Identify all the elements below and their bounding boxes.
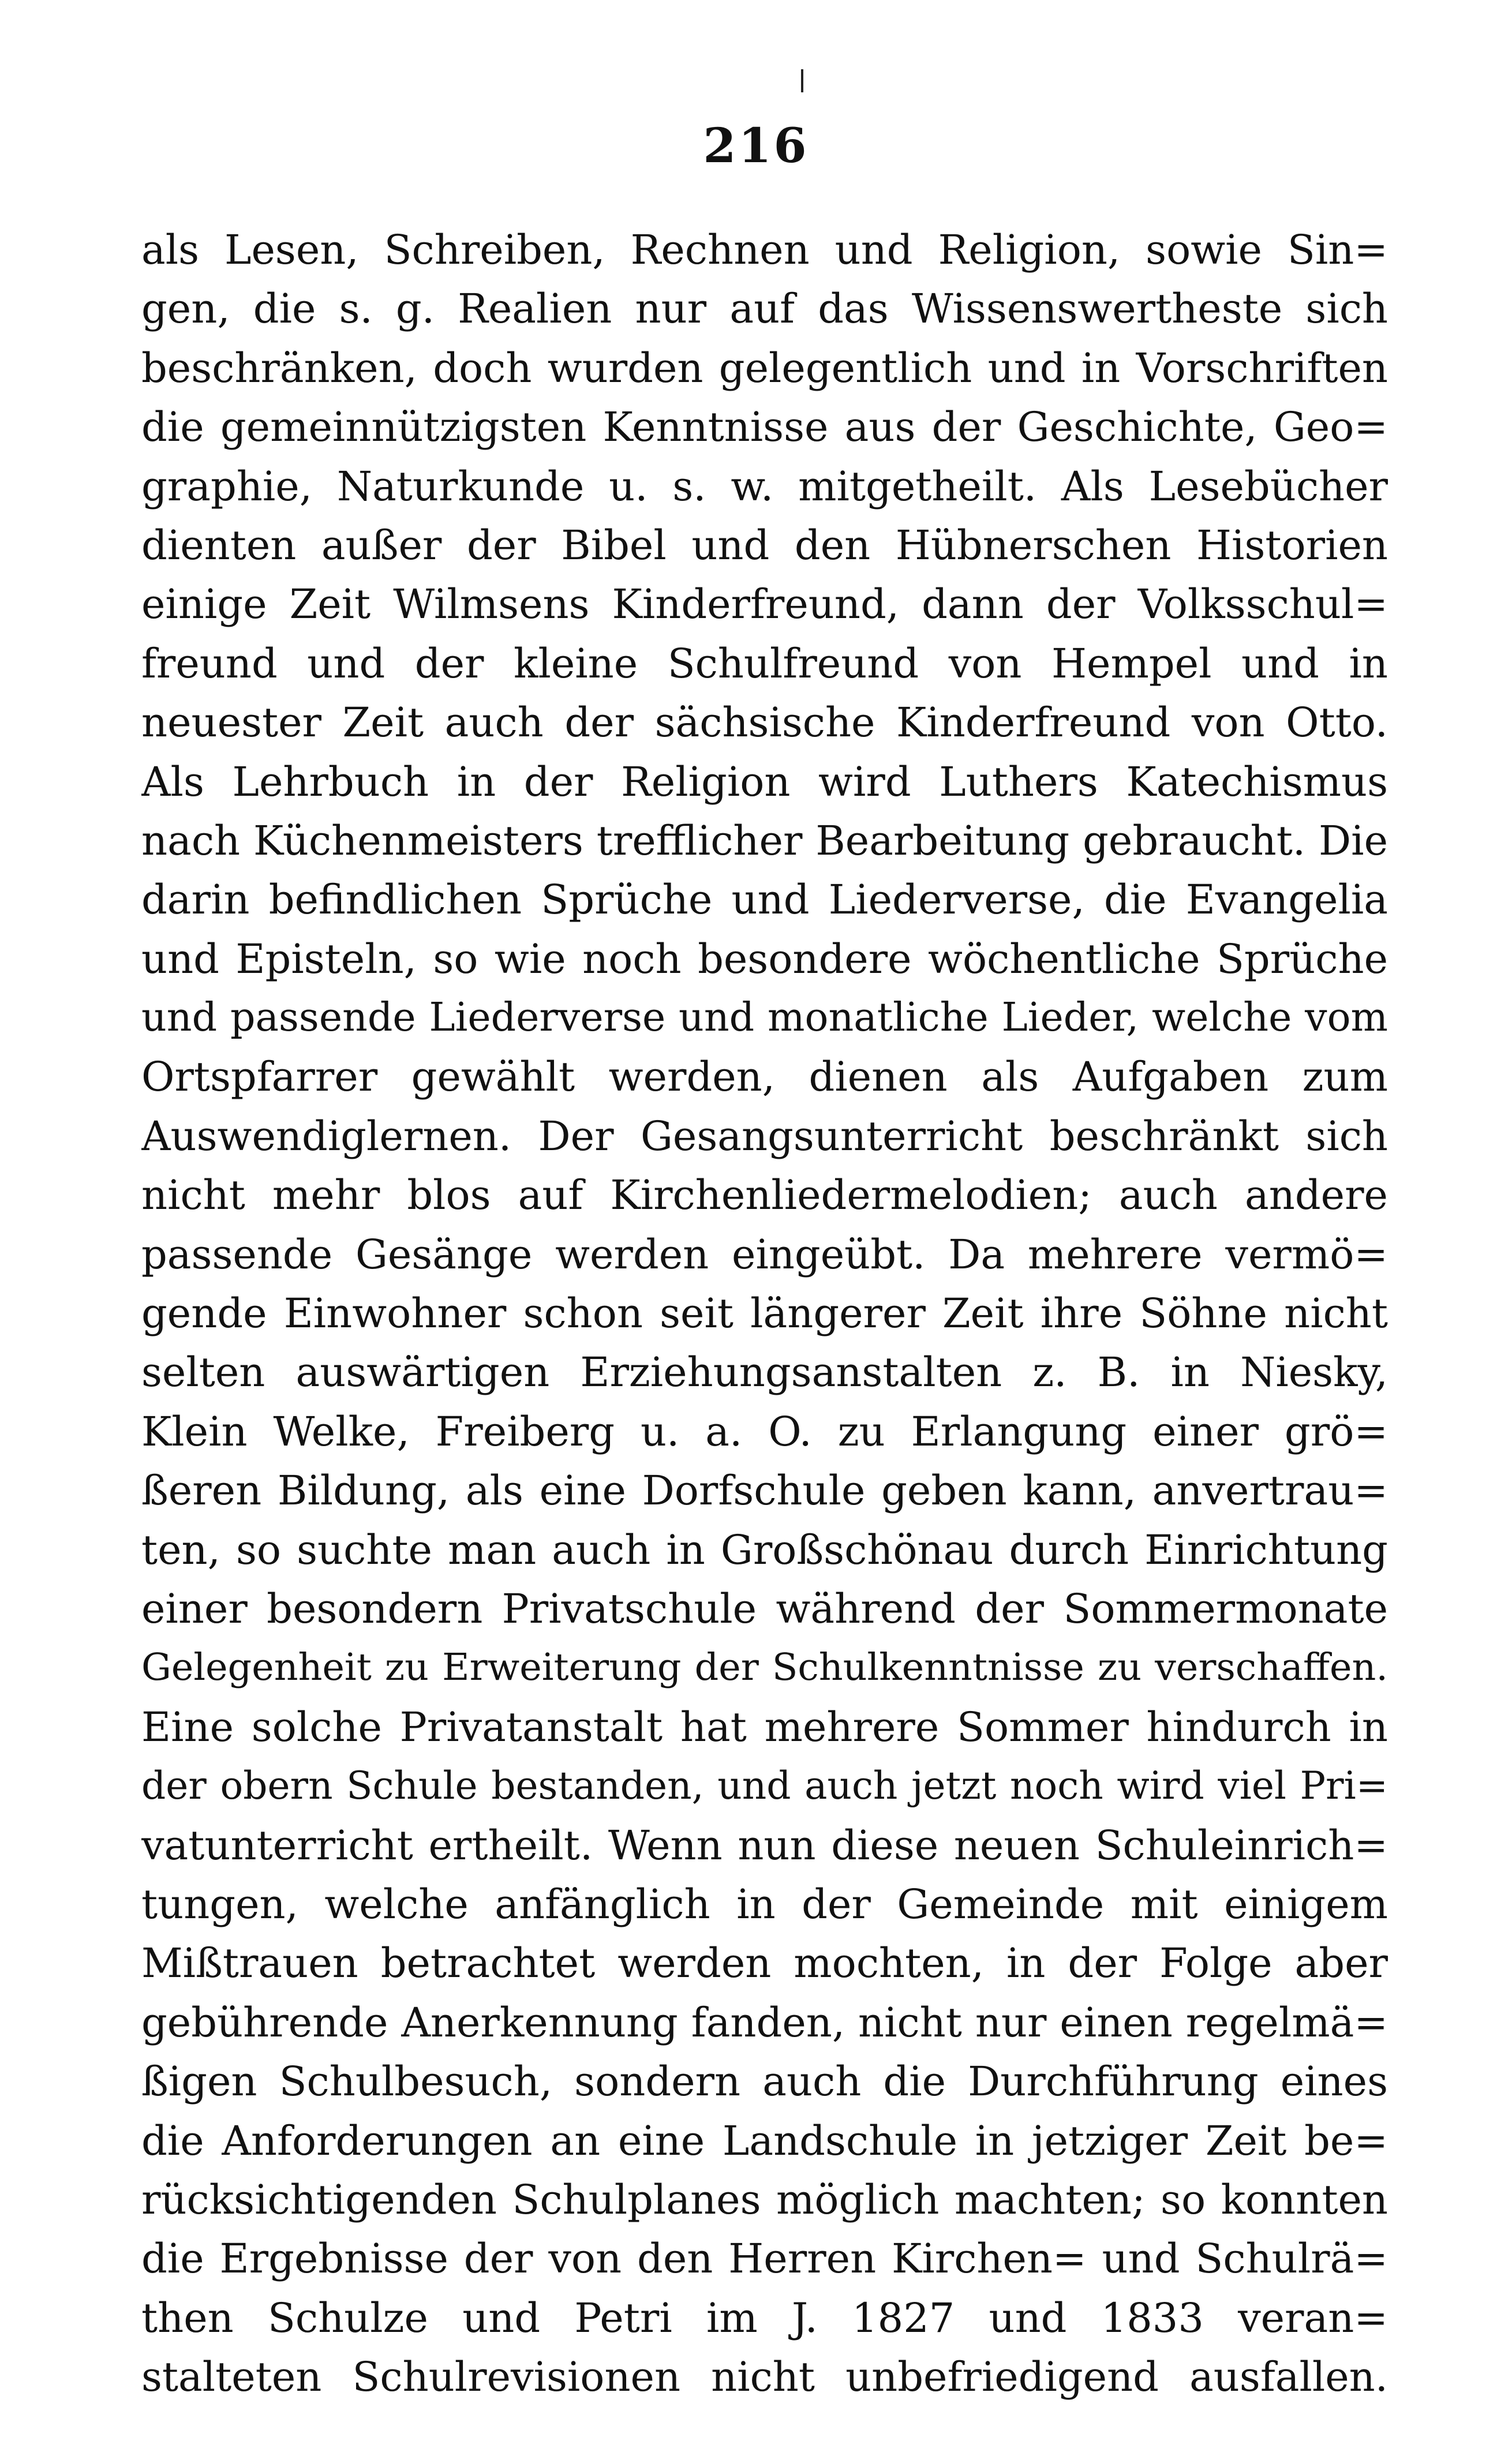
text-line: darin befindlichen Sprüche und Liederverse, die Evangelia	[141, 876, 1388, 924]
text-line: und Episteln, so wie noch besondere wöchentliche Sprüche	[141, 935, 1388, 983]
body-text	[141, 220, 1388, 2406]
text-line: als Lesen, Schreiben, Rechnen und Religion, sowie Sin=	[141, 226, 1388, 274]
text-line: vatunterricht ertheilt. Wenn nun diese neuen Schuleinrich=	[141, 1821, 1388, 1869]
text-line: Klein Welke, Freiberg u. a. O. zu Erlangung einer grö=	[141, 1407, 1388, 1455]
text-line: beschränken, doch wurden gelegentlich und in Vorschriften	[141, 344, 1388, 392]
text-line: dienten außer der Bibel und den Hübnerschen Historien	[141, 521, 1388, 569]
text-line: Eine solche Privatanstalt hat mehrere Sommer hindurch in	[141, 1703, 1388, 1751]
text-line: gende Einwohner schon seit längerer Zeit ihre Söhne nicht	[141, 1290, 1388, 1338]
text-line: die gemeinnützigsten Kenntnisse aus der Geschichte, Geo=	[141, 403, 1388, 451]
text-line: selten auswärtigen Erziehungsanstalten z. B. in Niesky,	[141, 1349, 1388, 1397]
text-line: then Schulze und Petri im J. 1827 und 1833 veran=	[141, 2294, 1388, 2342]
page-number: 216	[703, 118, 809, 174]
text-line: Gelegenheit zu Erweiterung der Schulkenntnisse zu verschaffen.	[141, 1646, 1388, 1690]
text-line: ten, so suchte man auch in Großschönau durch Einrichtung	[141, 1526, 1388, 1574]
text-line: Mißtrauen betrachtet werden mochten, in der Folge aber	[141, 1940, 1388, 1987]
text-line: rücksichtigenden Schulplanes möglich machten; so konnten	[141, 2176, 1388, 2223]
text-line: nach Küchenmeisters trefflicher Bearbeitung gebraucht. Die	[141, 817, 1388, 864]
text-line: ßigen Schulbesuch, sondern auch die Durchführung eines	[141, 2058, 1388, 2106]
text-line: Als Lehrbuch in der Religion wird Luthers Katechismus	[141, 758, 1388, 806]
text-line: neuester Zeit auch der sächsische Kinderfreund von Otto.	[141, 699, 1388, 747]
page-mark	[801, 69, 803, 92]
text-line: passende Gesänge werden eingeübt. Da mehrere vermö=	[141, 1230, 1388, 1278]
text-line: nicht mehr blos auf Kirchenliedermelodien; auch andere	[141, 1171, 1388, 1219]
text-line: und passende Liederverse und monatliche Lieder, welche vom	[141, 995, 1388, 1041]
text-line: einer besondern Privatschule während der Sommermonate	[141, 1585, 1388, 1633]
text-line: die Ergebnisse der von den Herren Kirchen= und Schulrä=	[141, 2235, 1388, 2283]
text-line: der obern Schule bestanden, und auch jetzt noch wird viel Pri=	[141, 1764, 1388, 1809]
text-line: ßeren Bildung, als eine Dorfschule geben kann, anvertrau=	[141, 1467, 1388, 1515]
text-line: einige Zeit Wilmsens Kinderfreund, dann der Volksschul=	[141, 581, 1388, 628]
text-line: gebührende Anerkennung fanden, nicht nur einen regelmä=	[141, 1998, 1388, 2046]
text-line: die Anforderungen an eine Landschule in jetziger Zeit be=	[141, 2117, 1388, 2165]
text-line: Ortspfarrer gewählt werden, dienen als Aufgaben zum	[141, 1053, 1388, 1101]
text-line: tungen, welche anfänglich in der Gemeinde mit einigem	[141, 1880, 1388, 1928]
text-line: graphie, Naturkunde u. s. w. mitgetheilt. Als Lesebücher	[141, 462, 1388, 510]
text-line: gen, die s. g. Realien nur auf das Wissenswertheste sich	[141, 285, 1388, 333]
text-line: stalteten Schulrevisionen nicht unbefriedigend ausfallen.	[141, 2353, 1388, 2401]
text-line: Auswendiglernen. Der Gesangsunterricht beschränkt sich	[141, 1112, 1388, 1160]
text-line: freund und der kleine Schulfreund von Hempel und in	[141, 639, 1388, 687]
